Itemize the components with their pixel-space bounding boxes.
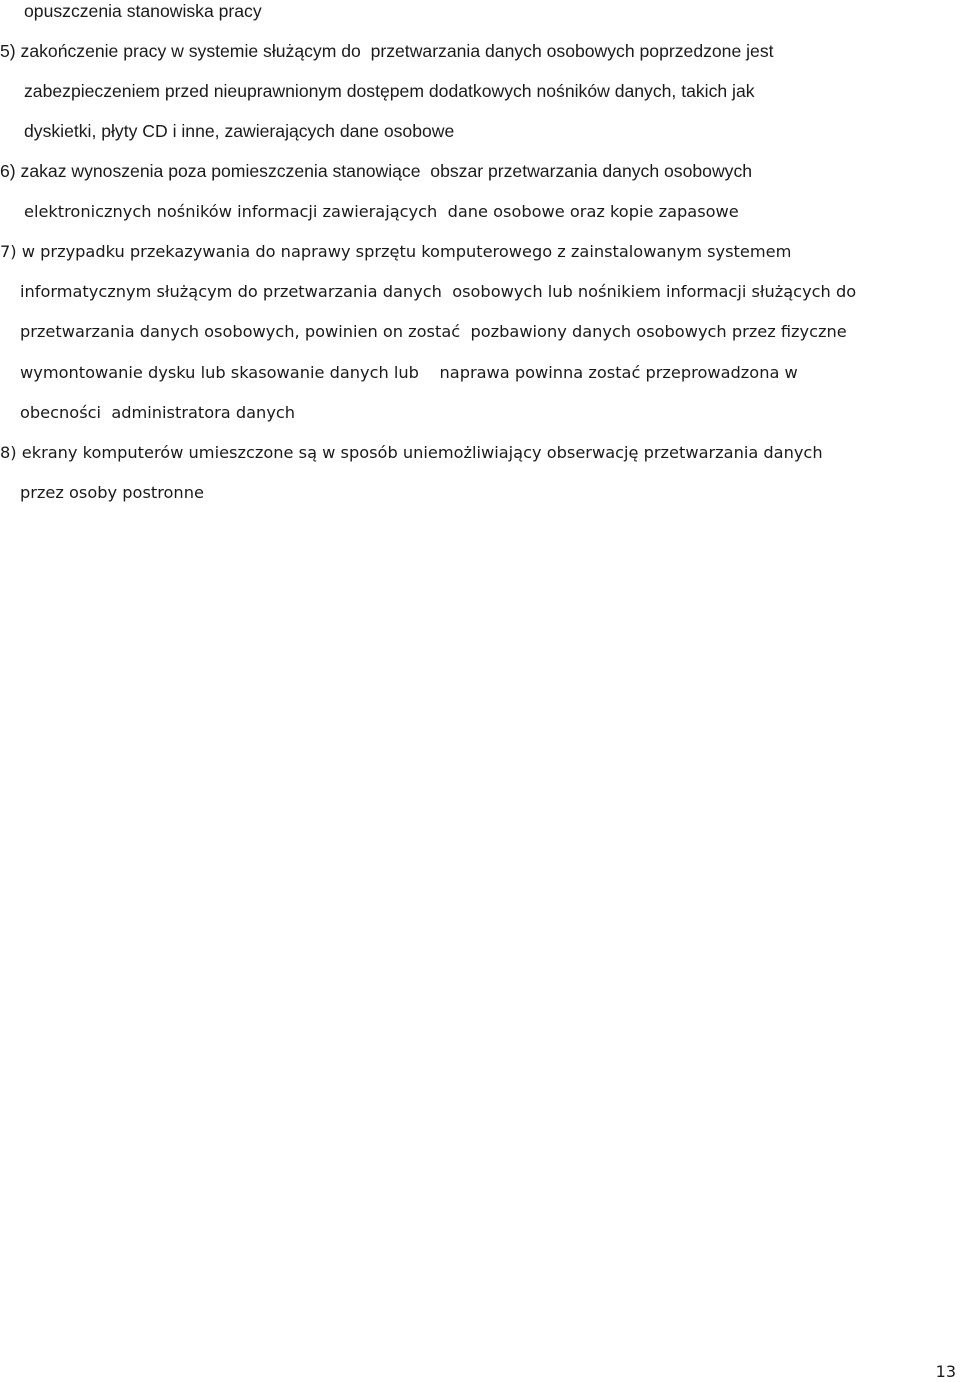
text-line: 8) ekrany komputerów umieszczone są w sposób uniemożliwiający obserwację przetwarzania danych bbox=[0, 443, 823, 462]
text-line: opuszczenia stanowiska pracy bbox=[24, 1, 262, 21]
text-line: 7) w przypadku przekazywania do naprawy sprzętu komputerowego z zainstalowanym systemem bbox=[0, 242, 792, 261]
text-line: zabezpieczeniem przed nieuprawnionym dostępem dodatkowych nośników danych, takich jak bbox=[24, 81, 755, 101]
text-line: obecności administratora danych bbox=[20, 403, 296, 422]
text-line: przetwarzania danych osobowych, powinien on zostać pozbawiony danych osobowych przez fizyczne bbox=[20, 322, 847, 341]
text-line: 6) zakaz wynoszenia poza pomieszczenia stanowiące obszar przetwarzania danych osobowych bbox=[0, 161, 753, 181]
text-line: 5) zakończenie pracy w systemie służącym do przetwarzania danych osobowych poprzedzone jest bbox=[0, 41, 774, 61]
text-line: wymontowanie dysku lub skasowanie danych lub naprawa powinna zostać przeprowadzona w bbox=[20, 363, 798, 382]
text-line: elektronicznych nośników informacji zawierających dane osobowe oraz kopie zapasowe bbox=[24, 202, 739, 221]
page-number: 13 bbox=[935, 1362, 956, 1381]
text-line: przez osoby postronne bbox=[20, 483, 204, 502]
text-line: dyskietki, płyty CD i inne, zawierających dane osobowe bbox=[24, 121, 455, 141]
text-line: informatycznym służącym do przetwarzania danych osobowych lub nośnikiem informacji służących do bbox=[20, 282, 857, 301]
